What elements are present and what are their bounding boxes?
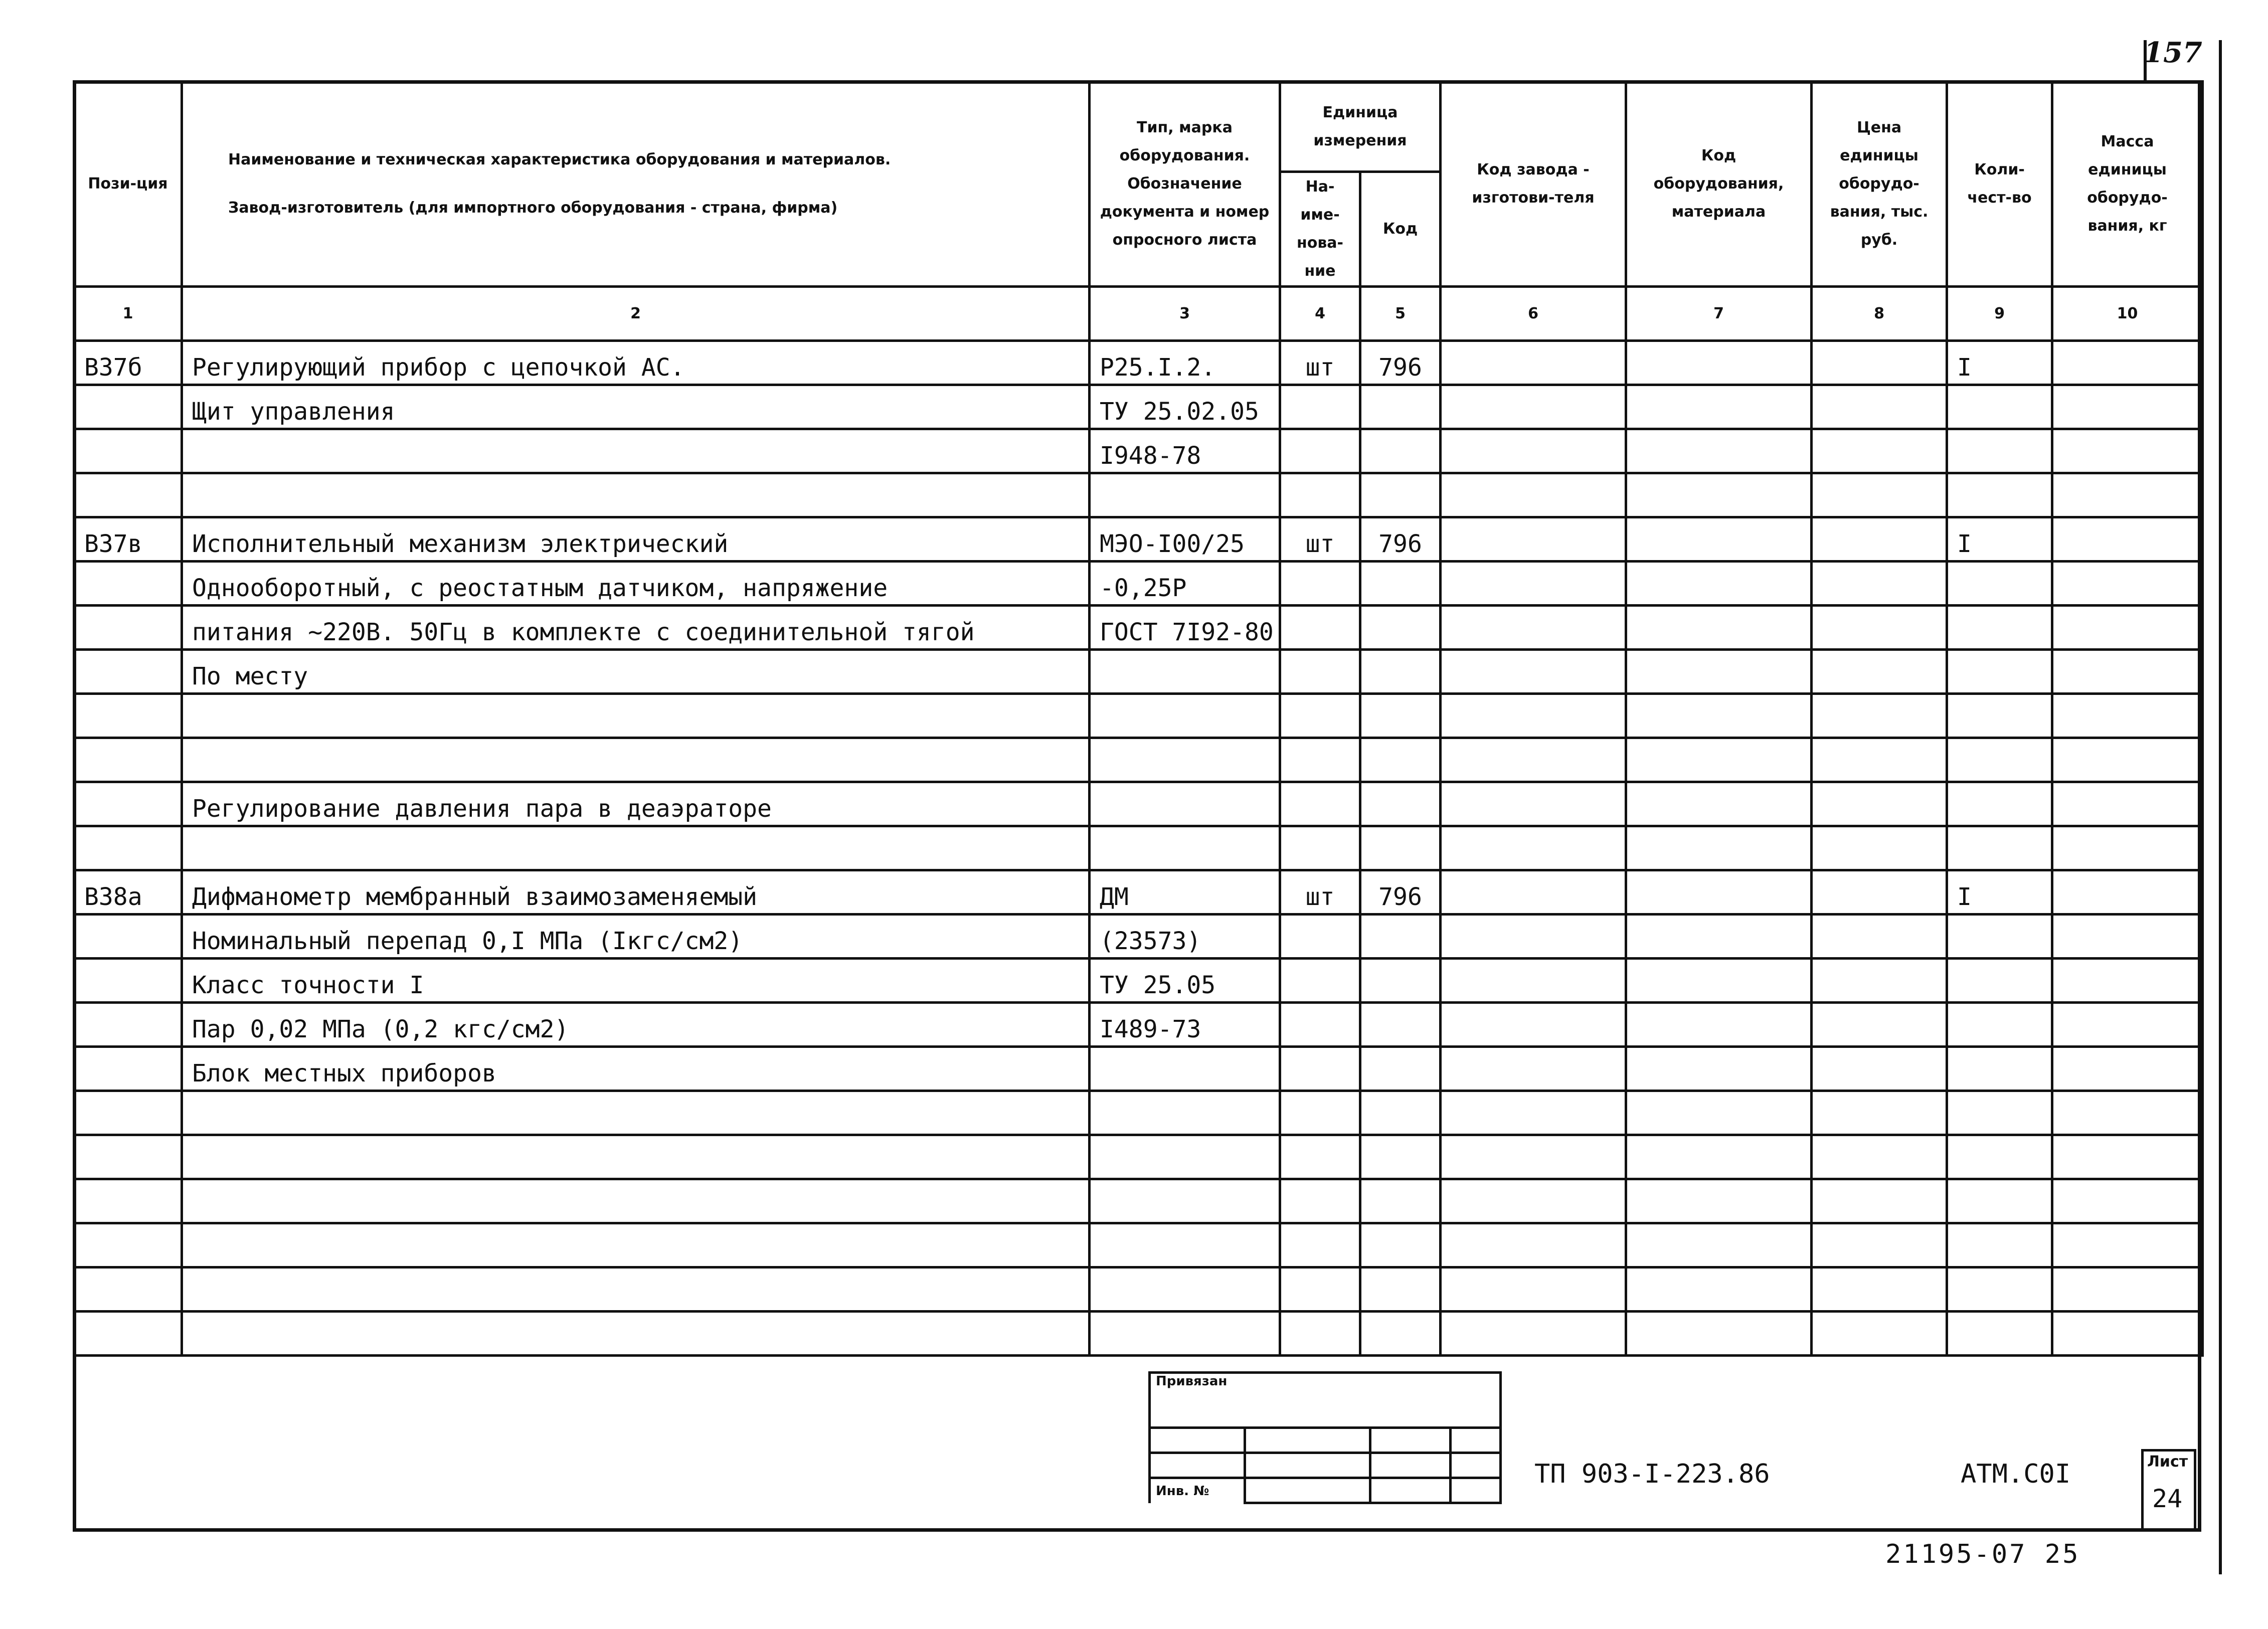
row-price bbox=[1812, 1312, 1947, 1356]
row-qty bbox=[1947, 1091, 2052, 1135]
row-unit bbox=[1280, 562, 1360, 606]
row-mass bbox=[2052, 915, 2203, 959]
column-number: 6 bbox=[1441, 287, 1626, 341]
row-qty bbox=[1947, 562, 2052, 606]
row-equip-code bbox=[1626, 738, 1812, 782]
row-mass bbox=[2052, 1312, 2203, 1356]
sheet-label: Лист bbox=[2147, 1453, 2188, 1471]
row-qty bbox=[1947, 1223, 2052, 1268]
footer-number: 21195-07 25 bbox=[1885, 1539, 2080, 1569]
row-position bbox=[74, 1135, 182, 1179]
row-unit-code bbox=[1360, 1135, 1441, 1179]
row-price bbox=[1812, 1179, 1947, 1223]
row-plant-code bbox=[1441, 385, 1626, 429]
table-row bbox=[74, 517, 2203, 562]
row-mass bbox=[2052, 1003, 2203, 1047]
table-row bbox=[74, 959, 2203, 1003]
row-name: питания ~220В. 50Гц в комплекте с соединительной тягой bbox=[182, 606, 1090, 650]
row-position: В38а bbox=[74, 870, 182, 915]
row-equip-code bbox=[1626, 1003, 1812, 1047]
row-plant-code bbox=[1441, 1268, 1626, 1312]
row-unit-code: 796 bbox=[1360, 517, 1441, 562]
row-price bbox=[1812, 1135, 1947, 1179]
row-qty bbox=[1947, 385, 2052, 429]
table-row bbox=[74, 1135, 2203, 1179]
row-mass bbox=[2052, 562, 2203, 606]
row-mass bbox=[2052, 385, 2203, 429]
header-unit: Единица измерения bbox=[1280, 82, 1441, 172]
row-name bbox=[182, 1223, 1090, 1268]
table-row bbox=[74, 429, 2203, 473]
row-name bbox=[182, 1091, 1090, 1135]
row-qty: I bbox=[1947, 517, 2052, 562]
row-mass bbox=[2052, 1223, 2203, 1268]
row-type bbox=[1090, 1312, 1280, 1356]
corner-page-number: 157 bbox=[2144, 36, 2202, 69]
row-price bbox=[1812, 1003, 1947, 1047]
row-price bbox=[1812, 1223, 1947, 1268]
row-equip-code bbox=[1626, 915, 1812, 959]
row-type bbox=[1090, 826, 1280, 870]
row-position bbox=[74, 650, 182, 694]
header-position: Пози-ция bbox=[74, 82, 182, 287]
row-mass bbox=[2052, 650, 2203, 694]
row-name bbox=[182, 826, 1090, 870]
column-number: 4 bbox=[1280, 287, 1360, 341]
row-price bbox=[1812, 385, 1947, 429]
row-name bbox=[182, 429, 1090, 473]
row-unit bbox=[1280, 1091, 1360, 1135]
row-type bbox=[1090, 694, 1280, 738]
row-name bbox=[182, 1268, 1090, 1312]
row-name bbox=[182, 1312, 1090, 1356]
column-number: 2 bbox=[182, 287, 1090, 341]
row-position bbox=[74, 1091, 182, 1135]
row-name: Пар 0,02 МПа (0,2 кгс/см2) bbox=[182, 1003, 1090, 1047]
row-plant-code bbox=[1441, 870, 1626, 915]
row-name: Однооборотный, с реостатным датчиком, напряжение bbox=[182, 562, 1090, 606]
row-type bbox=[1090, 738, 1280, 782]
table-row bbox=[74, 694, 2203, 738]
row-mass bbox=[2052, 1047, 2203, 1091]
row-unit-code bbox=[1360, 385, 1441, 429]
row-unit: шт bbox=[1280, 870, 1360, 915]
table-row bbox=[74, 915, 2203, 959]
row-price bbox=[1812, 429, 1947, 473]
row-mass bbox=[2052, 341, 2203, 385]
row-mass bbox=[2052, 1135, 2203, 1179]
row-price bbox=[1812, 826, 1947, 870]
row-equip-code bbox=[1626, 826, 1812, 870]
row-plant-code bbox=[1441, 915, 1626, 959]
header-plant-code: Код завода - изготови-теля bbox=[1441, 82, 1626, 287]
row-name bbox=[182, 473, 1090, 517]
row-qty bbox=[1947, 1312, 2052, 1356]
row-price bbox=[1812, 1091, 1947, 1135]
row-unit bbox=[1280, 915, 1360, 959]
row-mass bbox=[2052, 826, 2203, 870]
row-plant-code bbox=[1441, 1003, 1626, 1047]
row-type: МЭО-I00/25 bbox=[1090, 517, 1280, 562]
document-mark: АТМ.С0I bbox=[1961, 1459, 2071, 1489]
row-unit bbox=[1280, 1268, 1360, 1312]
row-mass bbox=[2052, 694, 2203, 738]
row-type bbox=[1090, 650, 1280, 694]
row-unit-code bbox=[1360, 694, 1441, 738]
header-price: Цена единицы оборудо-вания, тыс. руб. bbox=[1812, 82, 1947, 287]
row-type bbox=[1090, 1268, 1280, 1312]
row-name: Исполнительный механизм электрический bbox=[182, 517, 1090, 562]
row-name: Регулирующий прибор с цепочкой AC. bbox=[182, 341, 1090, 385]
row-position bbox=[74, 1003, 182, 1047]
row-equip-code bbox=[1626, 694, 1812, 738]
row-equip-code bbox=[1626, 562, 1812, 606]
row-unit-code bbox=[1360, 650, 1441, 694]
row-equip-code bbox=[1626, 870, 1812, 915]
row-name: Класс точности I bbox=[182, 959, 1090, 1003]
row-name bbox=[182, 1179, 1090, 1223]
row-position bbox=[74, 1047, 182, 1091]
row-type: ГОСТ 7I92-80 bbox=[1090, 606, 1280, 650]
row-unit bbox=[1280, 1003, 1360, 1047]
row-unit-code bbox=[1360, 473, 1441, 517]
row-type: ТУ 25.02.05 bbox=[1090, 385, 1280, 429]
row-unit bbox=[1280, 1223, 1360, 1268]
row-name: Номинальный перепад 0,I МПа (Iкгс/см2) bbox=[182, 915, 1090, 959]
row-qty bbox=[1947, 473, 2052, 517]
row-name bbox=[182, 738, 1090, 782]
column-number: 1 bbox=[74, 287, 182, 341]
row-unit bbox=[1280, 650, 1360, 694]
row-type bbox=[1090, 1179, 1280, 1223]
header-type: Тип, марка оборудования. Обозначение документа и номер опросного листа bbox=[1090, 82, 1280, 287]
row-equip-code bbox=[1626, 1179, 1812, 1223]
row-plant-code bbox=[1441, 429, 1626, 473]
row-qty bbox=[1947, 1003, 2052, 1047]
row-qty bbox=[1947, 429, 2052, 473]
row-equip-code bbox=[1626, 385, 1812, 429]
column-number: 5 bbox=[1360, 287, 1441, 341]
row-position bbox=[74, 1179, 182, 1223]
row-equip-code bbox=[1626, 341, 1812, 385]
row-plant-code bbox=[1441, 650, 1626, 694]
row-equip-code bbox=[1626, 606, 1812, 650]
row-qty bbox=[1947, 782, 2052, 826]
table-row bbox=[74, 562, 2203, 606]
table-row bbox=[74, 826, 2203, 870]
row-unit bbox=[1280, 826, 1360, 870]
row-unit bbox=[1280, 738, 1360, 782]
row-price bbox=[1812, 782, 1947, 826]
row-plant-code bbox=[1441, 1047, 1626, 1091]
header-row bbox=[74, 82, 2203, 172]
row-name: Блок местных приборов bbox=[182, 1047, 1090, 1091]
header-mass: Масса единицы оборудо-вания, кг bbox=[2052, 82, 2203, 287]
row-unit bbox=[1280, 1135, 1360, 1179]
row-qty bbox=[1947, 826, 2052, 870]
row-type bbox=[1090, 1091, 1280, 1135]
row-type: I948-78 bbox=[1090, 429, 1280, 473]
sheet-number: 24 bbox=[2152, 1484, 2183, 1513]
row-unit-code bbox=[1360, 738, 1441, 782]
table-row bbox=[74, 1091, 2203, 1135]
row-unit bbox=[1280, 1179, 1360, 1223]
row-equip-code bbox=[1626, 1135, 1812, 1179]
row-equip-code bbox=[1626, 429, 1812, 473]
row-name: Дифманометр мембранный взаимозаменяемый bbox=[182, 870, 1090, 915]
row-equip-code bbox=[1626, 517, 1812, 562]
row-plant-code bbox=[1441, 1312, 1626, 1356]
row-plant-code bbox=[1441, 959, 1626, 1003]
row-position bbox=[74, 562, 182, 606]
table-row bbox=[74, 782, 2203, 826]
row-price bbox=[1812, 1268, 1947, 1312]
table-row bbox=[74, 1268, 2203, 1312]
row-unit: шт bbox=[1280, 341, 1360, 385]
row-position bbox=[74, 782, 182, 826]
row-price bbox=[1812, 1047, 1947, 1091]
row-equip-code bbox=[1626, 1047, 1812, 1091]
row-unit-code bbox=[1360, 606, 1441, 650]
row-plant-code bbox=[1441, 1135, 1626, 1179]
row-qty: I bbox=[1947, 341, 2052, 385]
table-row bbox=[74, 1179, 2203, 1223]
row-position bbox=[74, 606, 182, 650]
row-plant-code bbox=[1441, 782, 1626, 826]
row-plant-code bbox=[1441, 1179, 1626, 1223]
row-type bbox=[1090, 473, 1280, 517]
row-position bbox=[74, 1223, 182, 1268]
row-position bbox=[74, 385, 182, 429]
table-bottom-spacer bbox=[74, 1356, 2203, 1536]
row-unit: шт bbox=[1280, 517, 1360, 562]
row-unit bbox=[1280, 694, 1360, 738]
row-mass bbox=[2052, 782, 2203, 826]
row-mass bbox=[2052, 1179, 2203, 1223]
row-position bbox=[74, 429, 182, 473]
row-position bbox=[74, 738, 182, 782]
row-position bbox=[74, 959, 182, 1003]
table-body bbox=[74, 341, 2203, 1356]
row-name: Регулирование давления пара в деаэраторе bbox=[182, 782, 1090, 826]
table-row bbox=[74, 385, 2203, 429]
row-price bbox=[1812, 341, 1947, 385]
stamp-attached-label: Привязан bbox=[1150, 1373, 1501, 1428]
row-unit-code bbox=[1360, 1268, 1441, 1312]
table-row bbox=[74, 1312, 2203, 1356]
row-equip-code bbox=[1626, 959, 1812, 1003]
column-number: 10 bbox=[2052, 287, 2203, 341]
row-equip-code bbox=[1626, 1268, 1812, 1312]
table-row bbox=[74, 473, 2203, 517]
row-price bbox=[1812, 562, 1947, 606]
row-qty bbox=[1947, 650, 2052, 694]
header-equip-code: Код оборудования, материала bbox=[1626, 82, 1812, 287]
row-mass bbox=[2052, 429, 2203, 473]
row-price bbox=[1812, 870, 1947, 915]
row-qty bbox=[1947, 1135, 2052, 1179]
row-position bbox=[74, 694, 182, 738]
table-row bbox=[74, 1003, 2203, 1047]
row-unit bbox=[1280, 1312, 1360, 1356]
row-position bbox=[74, 826, 182, 870]
row-type: I489-73 bbox=[1090, 1003, 1280, 1047]
row-position bbox=[74, 473, 182, 517]
row-position bbox=[74, 1312, 182, 1356]
row-price bbox=[1812, 650, 1947, 694]
row-unit bbox=[1280, 1047, 1360, 1091]
row-position bbox=[74, 1268, 182, 1312]
header-unit-code: Код bbox=[1360, 172, 1441, 287]
header-unit-name: На-име-нова-ние bbox=[1280, 172, 1360, 287]
specification-table bbox=[73, 80, 2204, 1536]
row-equip-code bbox=[1626, 650, 1812, 694]
row-equip-code bbox=[1626, 473, 1812, 517]
row-qty bbox=[1947, 1179, 2052, 1223]
header-name bbox=[182, 82, 1090, 287]
row-plant-code bbox=[1441, 473, 1626, 517]
row-unit-code bbox=[1360, 782, 1441, 826]
row-mass bbox=[2052, 517, 2203, 562]
row-unit bbox=[1280, 782, 1360, 826]
row-qty bbox=[1947, 959, 2052, 1003]
row-plant-code bbox=[1441, 517, 1626, 562]
row-plant-code bbox=[1441, 1091, 1626, 1135]
row-name bbox=[182, 694, 1090, 738]
row-plant-code bbox=[1441, 562, 1626, 606]
row-unit bbox=[1280, 959, 1360, 1003]
stamp-inv-label: Инв. № bbox=[1150, 1478, 1245, 1503]
row-unit-code bbox=[1360, 959, 1441, 1003]
row-unit-code bbox=[1360, 562, 1441, 606]
row-unit bbox=[1280, 606, 1360, 650]
row-plant-code bbox=[1441, 341, 1626, 385]
row-qty bbox=[1947, 738, 2052, 782]
column-number: 3 bbox=[1090, 287, 1280, 341]
row-mass bbox=[2052, 870, 2203, 915]
row-mass bbox=[2052, 606, 2203, 650]
row-unit-code: 796 bbox=[1360, 341, 1441, 385]
row-equip-code bbox=[1626, 1091, 1812, 1135]
row-mass bbox=[2052, 1268, 2203, 1312]
row-name: Щит управления bbox=[182, 385, 1090, 429]
row-qty bbox=[1947, 1047, 2052, 1091]
row-plant-code bbox=[1441, 606, 1626, 650]
row-type bbox=[1090, 1223, 1280, 1268]
row-plant-code bbox=[1441, 826, 1626, 870]
row-qty: I bbox=[1947, 870, 2052, 915]
table-row bbox=[74, 1047, 2203, 1091]
row-price bbox=[1812, 915, 1947, 959]
title-stamp bbox=[1148, 1371, 1499, 1532]
row-type: (23573) bbox=[1090, 915, 1280, 959]
row-unit-code bbox=[1360, 826, 1441, 870]
row-unit-code bbox=[1360, 1223, 1441, 1268]
row-type bbox=[1090, 782, 1280, 826]
row-price bbox=[1812, 694, 1947, 738]
row-position: В37в bbox=[74, 517, 182, 562]
row-price bbox=[1812, 606, 1947, 650]
row-unit bbox=[1280, 385, 1360, 429]
row-unit-code bbox=[1360, 1003, 1441, 1047]
table-row bbox=[74, 606, 2203, 650]
row-price bbox=[1812, 473, 1947, 517]
row-price bbox=[1812, 517, 1947, 562]
row-mass bbox=[2052, 959, 2203, 1003]
header-name-line2: Завод-изготовитель (для импортного оборудования - страна, фирма) bbox=[228, 199, 838, 217]
row-name bbox=[182, 1135, 1090, 1179]
row-qty bbox=[1947, 606, 2052, 650]
row-unit-code: 796 bbox=[1360, 870, 1441, 915]
row-mass bbox=[2052, 738, 2203, 782]
table-row bbox=[74, 341, 2203, 385]
row-mass bbox=[2052, 1091, 2203, 1135]
row-unit-code bbox=[1360, 915, 1441, 959]
row-name: По месту bbox=[182, 650, 1090, 694]
row-unit-code bbox=[1360, 429, 1441, 473]
header-qty: Коли-чест-во bbox=[1947, 82, 2052, 287]
row-price bbox=[1812, 738, 1947, 782]
table-row bbox=[74, 870, 2203, 915]
row-unit-code bbox=[1360, 1312, 1441, 1356]
document-code: ТП 903-I-223.86 bbox=[1534, 1459, 1770, 1489]
row-mass bbox=[2052, 473, 2203, 517]
row-unit-code bbox=[1360, 1047, 1441, 1091]
row-type: ДМ bbox=[1090, 870, 1280, 915]
row-equip-code bbox=[1626, 1223, 1812, 1268]
row-price bbox=[1812, 959, 1947, 1003]
column-number-row bbox=[74, 287, 2203, 341]
row-qty bbox=[1947, 694, 2052, 738]
row-unit bbox=[1280, 429, 1360, 473]
header-name-line1: Наименование и техническая характеристика оборудования и материалов. bbox=[228, 151, 891, 168]
row-equip-code bbox=[1626, 782, 1812, 826]
table-row bbox=[74, 650, 2203, 694]
table-row bbox=[74, 1223, 2203, 1268]
row-plant-code bbox=[1441, 738, 1626, 782]
row-type bbox=[1090, 1135, 1280, 1179]
row-plant-code bbox=[1441, 1223, 1626, 1268]
row-type bbox=[1090, 1047, 1280, 1091]
row-equip-code bbox=[1626, 1312, 1812, 1356]
row-unit bbox=[1280, 473, 1360, 517]
column-number: 9 bbox=[1947, 287, 2052, 341]
row-position bbox=[74, 915, 182, 959]
table-row bbox=[74, 738, 2203, 782]
row-type: Р25.I.2. bbox=[1090, 341, 1280, 385]
row-unit-code bbox=[1360, 1179, 1441, 1223]
right-edge-line bbox=[2219, 40, 2222, 1574]
row-unit-code bbox=[1360, 1091, 1441, 1135]
column-number: 8 bbox=[1812, 287, 1947, 341]
row-type: ТУ 25.05 bbox=[1090, 959, 1280, 1003]
row-type: -0,25Р bbox=[1090, 562, 1280, 606]
row-qty bbox=[1947, 915, 2052, 959]
row-qty bbox=[1947, 1268, 2052, 1312]
row-plant-code bbox=[1441, 694, 1626, 738]
column-number: 7 bbox=[1626, 287, 1812, 341]
row-position: В37б bbox=[74, 341, 182, 385]
